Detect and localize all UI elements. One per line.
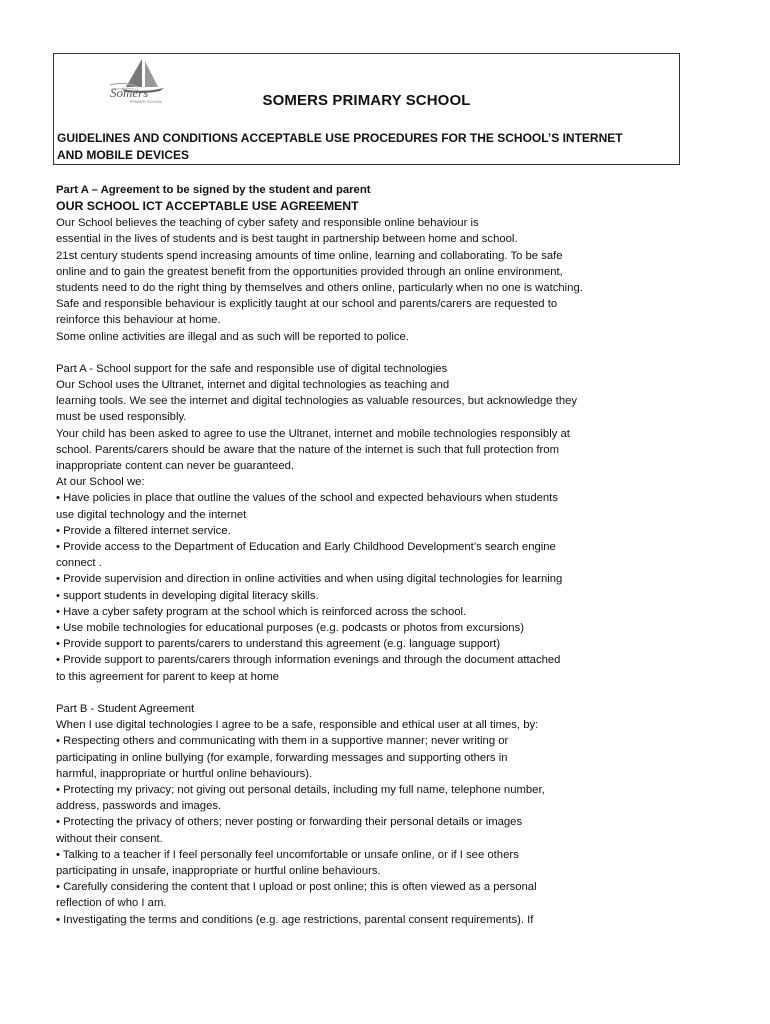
paragraph-line: students need to do the right thing by themselves and others online, particularly when no one is watching.: [56, 282, 583, 295]
bullet-line: • Have a cyber safety program at the school which is reinforced across the school.: [56, 605, 467, 618]
paragraph-line: Safe and responsible behaviour is explicitly taught at our school and parents/carers are requested to: [56, 298, 558, 311]
part-a-support-section: [56, 361, 696, 685]
paragraph-line: must be used responsibly.: [56, 411, 187, 424]
school-name: SOMERS PRIMARY SCHOOL: [262, 92, 471, 109]
bullet-line: to this agreement for parent to keep at home: [56, 670, 279, 683]
paragraph-line: Our School believes the teaching of cyber safety and responsible online behaviour is: [56, 217, 479, 230]
paragraph-line: school. Parents/carers should be aware that the nature of the internet is such that full protection from: [56, 443, 559, 456]
bullet-line: • Provide access to the Department of Education and Early Childhood Development’s search engine: [56, 541, 556, 554]
paragraph-line: reinforce this behaviour at home.: [56, 314, 221, 327]
part-a-title: Part A – Agreement to be signed by the student and parent: [56, 184, 371, 196]
bullet-line: • Provide support to parents/carers through information evenings and through the document attached: [56, 654, 561, 667]
svg-text:Somers: Somers: [110, 85, 149, 100]
bullet-line: • Talking to a teacher if I feel personally feel uncomfortable or unsafe online, or if I see others: [56, 848, 519, 861]
bullet-line: • Investigating the terms and conditions (e.g. age restrictions, parental consent requirements). If: [56, 913, 534, 926]
document-title-line: AND MOBILE DEVICES: [57, 148, 190, 162]
document-title-line: GUIDELINES AND CONDITIONS ACCEPTABLE USE PROCEDURES FOR THE SCHOOL’S INTERNET: [57, 131, 623, 145]
part-b-section: [56, 701, 696, 928]
bullet-line: without their consent.: [56, 832, 163, 845]
bullet-line: use digital technology and the internet: [56, 508, 247, 521]
bullet-line: participating in unsafe, inappropriate or hurtful online behaviours.: [56, 864, 381, 877]
bullet-line: • Carefully considering the content that I upload or post online; this is often viewed as a personal: [56, 881, 537, 894]
bullet-line: • Protecting my privacy; not giving out personal details, including my full name, telephone number,: [56, 783, 545, 796]
paragraph-line: inappropriate content can never be guaranteed.: [56, 460, 295, 473]
part-a-support-title: Part A - School support for the safe and responsible use of digital technologies: [56, 362, 448, 375]
bullet-line: • Provide support to parents/carers to understand this agreement (e.g. language support): [56, 638, 501, 651]
bullet-line: • Have policies in place that outline the values of the school and expected behaviours when students: [56, 492, 558, 505]
agreement-heading: OUR SCHOOL ICT ACCEPTABLE USE AGREEMENT: [56, 199, 359, 214]
paragraph-line: 21st century students spend increasing amounts of time online, learning and collaborating. To be safe: [56, 249, 563, 262]
paragraph-line: Your child has been asked to agree to use the Ultranet, internet and mobile technologies responsibly at: [56, 427, 570, 440]
paragraph-line: Our School uses the Ultranet, internet and digital technologies as teaching and: [56, 379, 450, 392]
header-box: [53, 53, 680, 165]
document-title: [57, 130, 672, 164]
paragraph-line: learning tools. We see the internet and digital technologies as valuable resources, but acknowledge they: [56, 395, 578, 408]
bullet-line: harmful, inappropriate or hurtful online behaviours).: [56, 767, 313, 780]
paragraph-line: When I use digital technologies I agree to be a safe, responsible and ethical user at all times, by:: [56, 719, 539, 732]
bullet-line: address, passwords and images.: [56, 800, 222, 813]
bullet-line: reflection of who I am.: [56, 897, 167, 910]
paragraph-line: Some online activities are illegal and as such will be reported to police.: [56, 330, 409, 343]
bullet-line: • Respecting others and communicating with them in a supportive manner; never writing or: [56, 735, 509, 748]
bullet-line: • Provide supervision and direction in online activities and when using digital technologies for learning: [56, 573, 563, 586]
paragraph-line: online and to gain the greatest benefit from the opportunities provided through an online environment,: [56, 265, 563, 278]
svg-text:PRIMARY SCHOOL: PRIMARY SCHOOL: [130, 100, 163, 104]
document-body: [56, 182, 696, 928]
bullet-line: participating in online bullying (for example, forwarding messages and supporting others in: [56, 751, 508, 764]
paragraph-line: essential in the lives of students and is best taught in partnership between home and school.: [56, 233, 518, 246]
part-b-title: Part B - Student Agreement: [56, 702, 195, 715]
paragraph-line: At our School we:: [56, 476, 145, 489]
bullet-line: connect .: [56, 557, 102, 570]
bullet-line: • Protecting the privacy of others; never posting or forwarding their personal details or images: [56, 816, 523, 829]
bullet-line: • support students in developing digital literacy skills.: [56, 589, 319, 602]
bullet-line: • Use mobile technologies for educational purposes (e.g. podcasts or photos from excursions): [56, 622, 524, 635]
part-a-agreement-section: [56, 182, 696, 345]
bullet-line: • Provide a filtered internet service.: [56, 524, 231, 537]
